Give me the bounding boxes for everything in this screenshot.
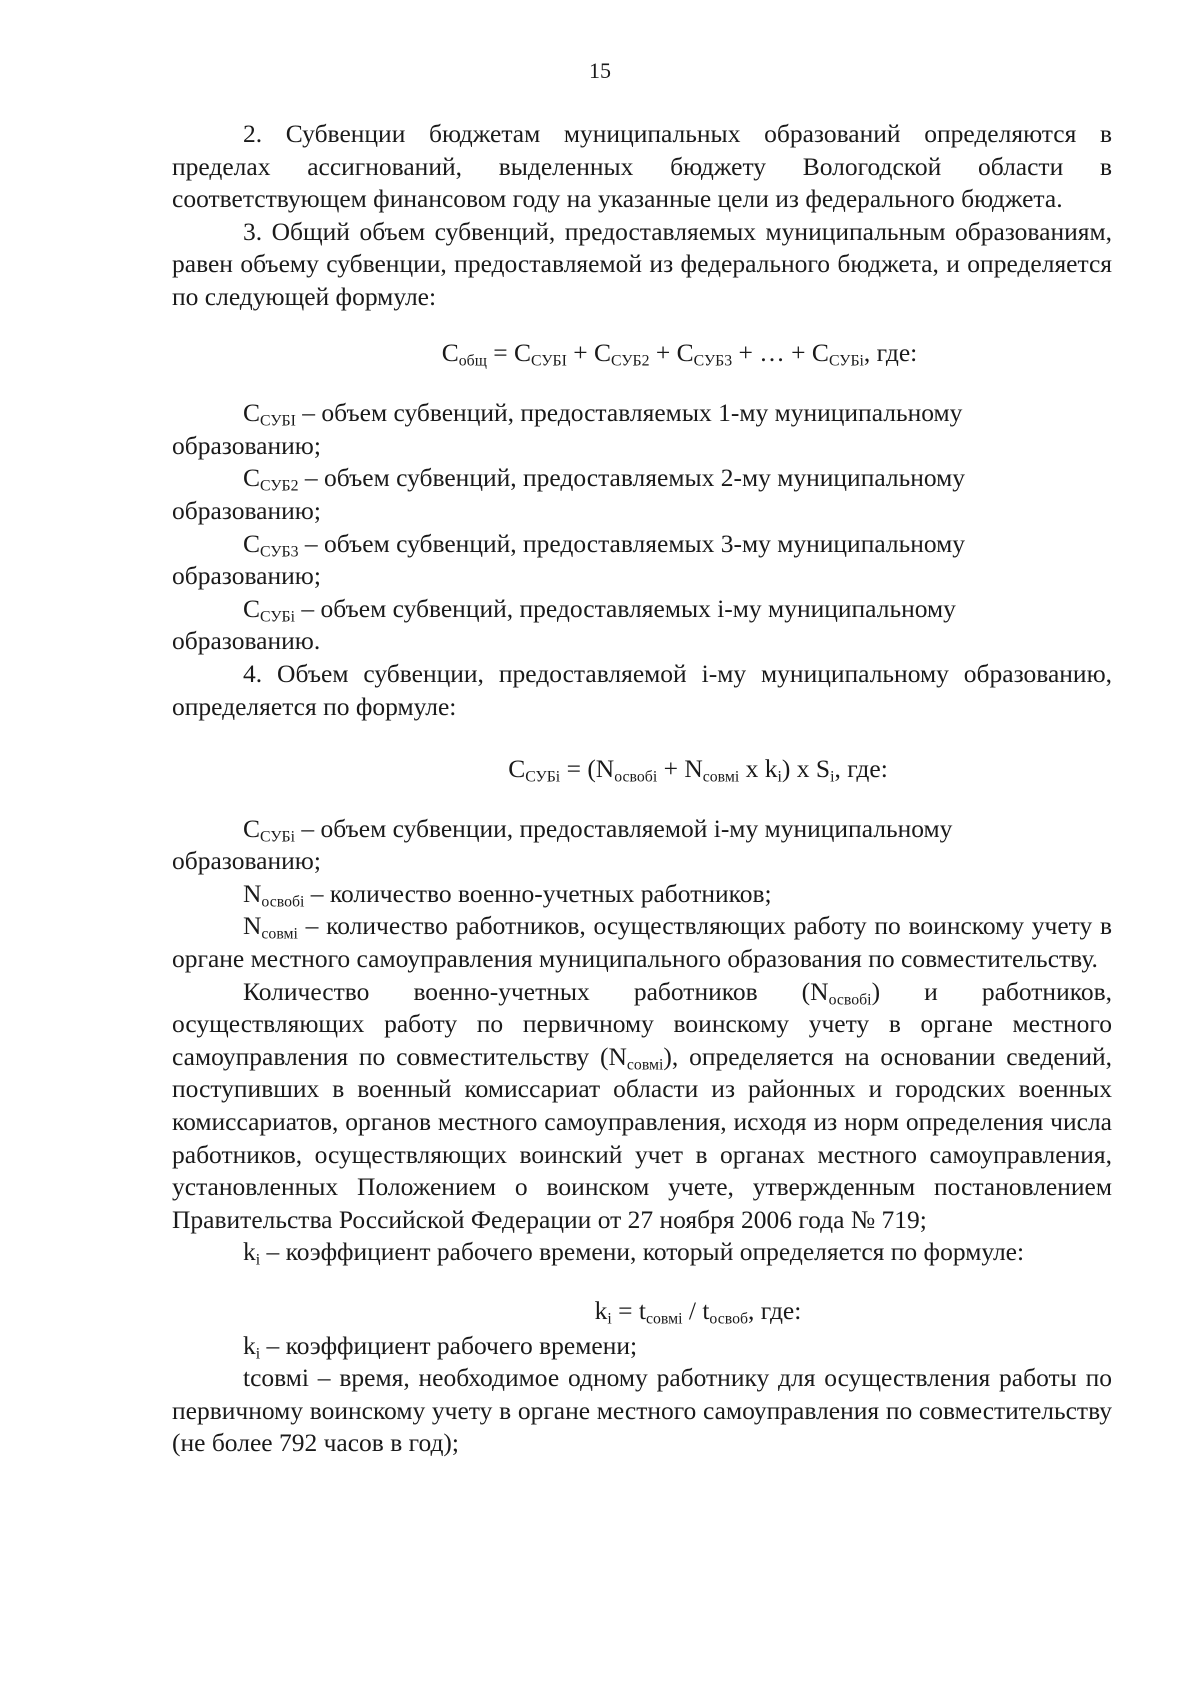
definition-nsovm: $N_{совмi}$ – количество работников, осуществляющих работу по воинскому учету в органе местного самоуправления муниципального образования по совместительству. [172,911,1112,974]
formula-ki: $k_i = t_{совмi} / t_{освоб}$, где: [594,1296,802,1328]
definition-tsovm: tсовмi – время, необходимое одному работнику для осуществления работы по первичному воинскому учету в органе местного самоуправления по совместительству (не более 792 часов в год); [172,1363,1112,1458]
definition-csubi-2: $С_{СУБi}$ – объем субвенции, предоставляемой i-му муниципальному [243,813,953,846]
definition-csub1: $С_{СУБI}$ – объем субвенций, предоставляемых 1-му муниципальному [243,398,963,430]
definition-csub3: $С_{СУБ3}$ – объем субвенций, предоставляемых 3-му муниципальному [243,528,966,560]
definition-csub3-cont: образованию; [172,561,321,591]
document-body [172,118,1112,1460]
paragraph-4: 4. Объем субвенции, предоставляемой i-му муниципальному образованию, определяется по формуле: [172,658,1112,721]
definition-csubi-2-cont: образованию; [172,846,321,876]
definition-ki-2: $k_i$ – коэффициент рабочего времени; [243,1330,638,1363]
paragraph-2: 2. Субвенции бюджетам муниципальных образований определяются в пределах ассигнований, выделенных бюджету Вологодской области в соответствующем финансовом году на указанные цели из федерального бюджета. [172,119,1112,214]
formula-subvention-i: $С_{СУБi} = (N_{освобi} + N_{совмi}$ x $k_i$) x $S_i$, где: [508,754,888,786]
paragraph-3: 3. Общий объем субвенций, предоставляемых муниципальным образованиям, равен объему субвенции, предоставляемой из федерального бюджета, и определяется по следующей формуле: [172,216,1112,311]
page-number: 15 [589,58,611,83]
definition-csub2-cont: образованию; [172,495,321,525]
formula-total-subvention: $С_{общ} = С_{СУБI} + С_{СУБ2} + С_{СУБ3}$ + … + $С_{СУБi}$, где: [441,337,918,369]
paragraph-worker-count: Количество военно-учетных работников $(N_{освобi})$ и работников, осуществляющих работу по первичному воинскому учету в органе местного самоуправления по совместительству $(N_{совмi})$, определяется на основании сведений, поступивших в военный комиссариат области из районных и городских военных комиссариатов, органов местного самоуправления, исходя из норм определения числа работников, осуществляющих воинский учет в органах местного самоуправления, установленных Положением о воинском учете, утвержденным постановлением Правительства Российской Федерации от 27 ноября 2006 года № 719; [172,976,1113,1234]
definition-csubi: $С_{СУБi}$ – объем субвенций, предоставляемых i-му муниципальному [243,593,956,626]
definition-csub2: $С_{СУБ2}$ – объем субвенций, предоставляемых 2-му муниципальному [243,463,966,495]
definition-csubi-cont: образованию. [172,626,321,656]
definition-ki: $k_i$ – коэффициент рабочего времени, который определяется по формуле: [243,1237,1025,1269]
definition-nosvob: $N_{освобi}$ – количество военно-учетных работников; [243,878,772,911]
definition-csub1-cont: образованию; [172,430,321,460]
